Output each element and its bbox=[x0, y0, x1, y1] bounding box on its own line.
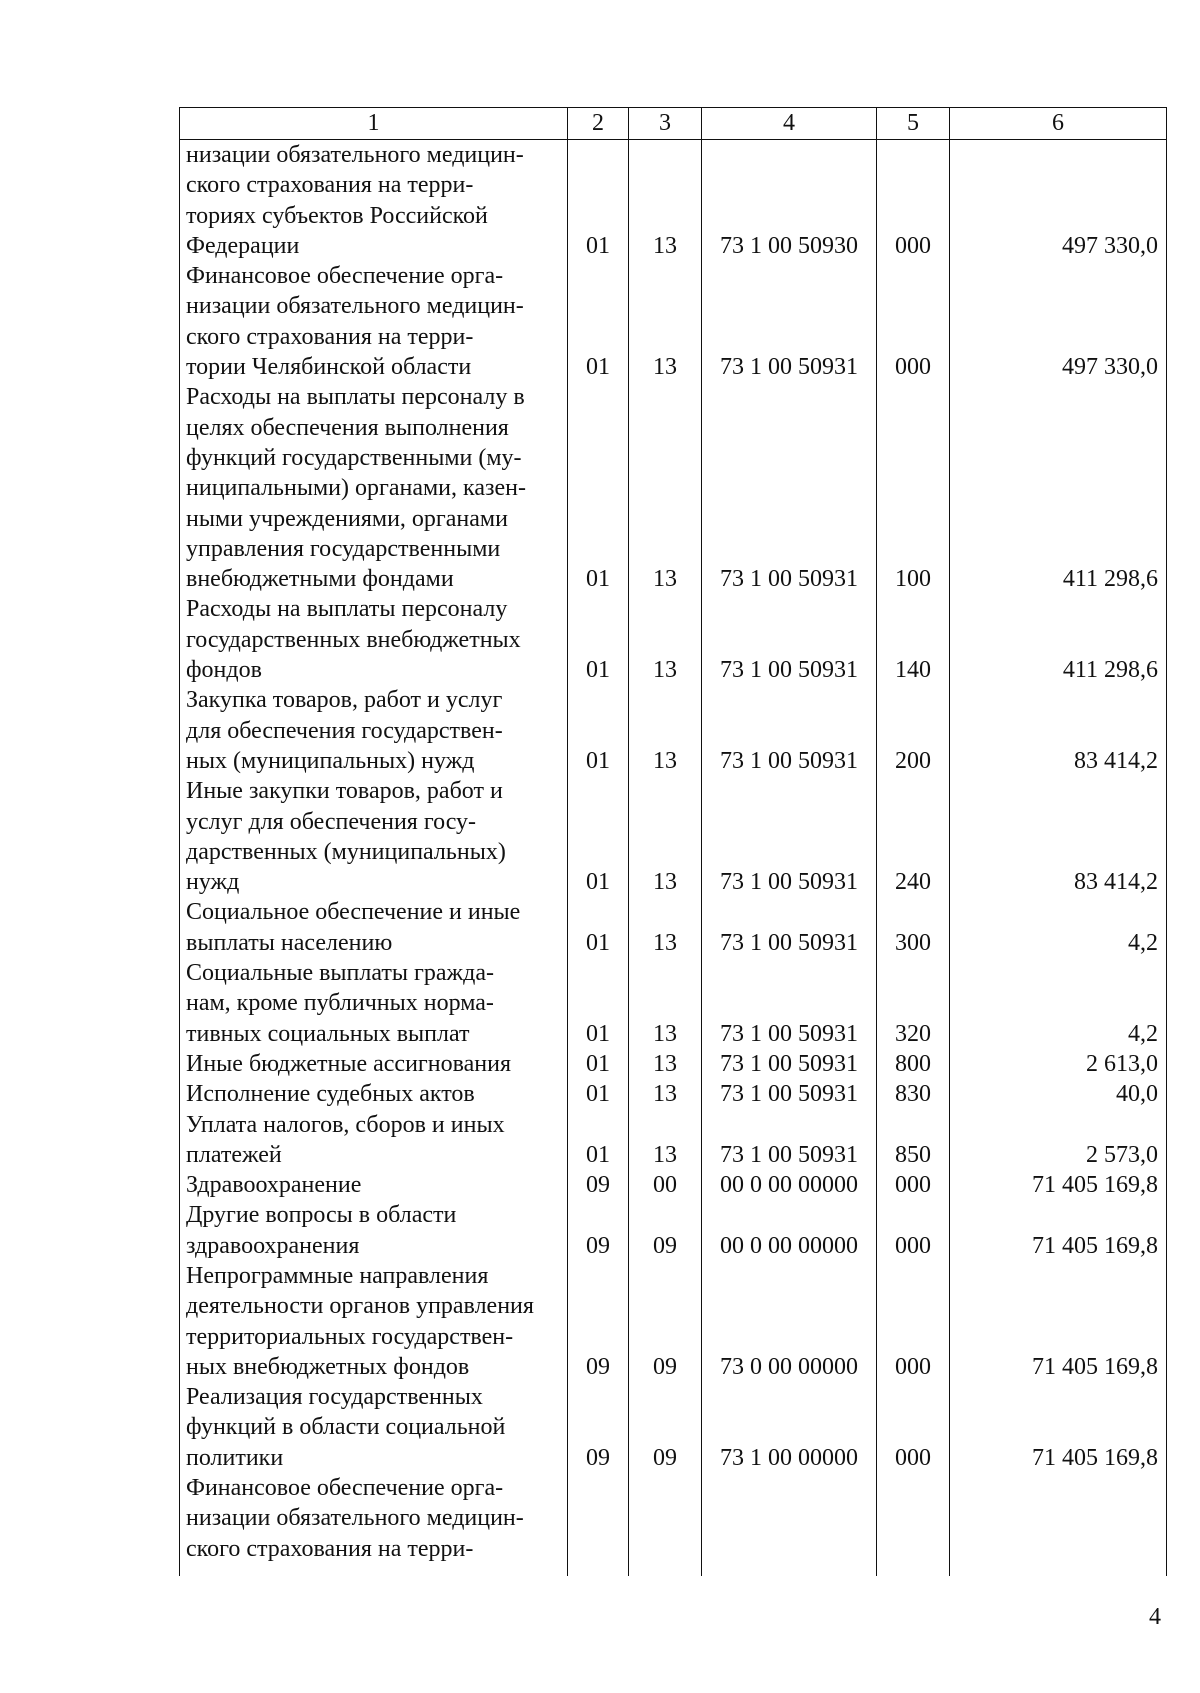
continuation-cell bbox=[180, 1564, 568, 1576]
row-name: Здравоохранение bbox=[180, 1170, 568, 1200]
row-vr: 240 bbox=[877, 776, 950, 897]
row-amount bbox=[950, 1473, 1167, 1564]
table-row bbox=[180, 1473, 1167, 1564]
row-csr: 73 1 00 50931 bbox=[702, 382, 877, 594]
row-podrazdel: 13 bbox=[629, 1079, 702, 1109]
table-row bbox=[180, 1079, 1167, 1109]
row-razdel: 01 bbox=[568, 594, 629, 685]
row-amount: 2 613,0 bbox=[950, 1049, 1167, 1079]
row-podrazdel: 13 bbox=[629, 685, 702, 776]
row-vr: 140 bbox=[877, 594, 950, 685]
row-vr: 800 bbox=[877, 1049, 950, 1079]
row-podrazdel: 09 bbox=[629, 1382, 702, 1473]
row-podrazdel: 13 bbox=[629, 958, 702, 1049]
table-row bbox=[180, 1110, 1167, 1171]
row-razdel: 09 bbox=[568, 1382, 629, 1473]
row-amount: 71 405 169,8 bbox=[950, 1382, 1167, 1473]
row-amount: 4,2 bbox=[950, 958, 1167, 1049]
row-vr bbox=[877, 1473, 950, 1564]
row-podrazdel: 09 bbox=[629, 1261, 702, 1382]
row-vr: 000 bbox=[877, 1170, 950, 1200]
row-name: Непрограммные направления деятельности органов управления территориальных государствен- ных внебюджетных фондов bbox=[180, 1261, 568, 1382]
table-row bbox=[180, 1170, 1167, 1200]
table-row bbox=[180, 261, 1167, 382]
table-row bbox=[180, 1261, 1167, 1382]
row-amount: 497 330,0 bbox=[950, 261, 1167, 382]
row-csr: 73 1 00 50931 bbox=[702, 1110, 877, 1171]
table-row bbox=[180, 140, 1167, 262]
row-name: Иные бюджетные ассигнования bbox=[180, 1049, 568, 1079]
row-csr: 73 0 00 00000 bbox=[702, 1261, 877, 1382]
row-name: Иные закупки товаров, работ и услуг для обеспечения госу- дарственных (муниципальных) нужд bbox=[180, 776, 568, 897]
continuation-cell bbox=[568, 1564, 629, 1576]
row-razdel: 01 bbox=[568, 776, 629, 897]
row-podrazdel: 13 bbox=[629, 1110, 702, 1171]
row-amount: 71 405 169,8 bbox=[950, 1261, 1167, 1382]
header-row bbox=[180, 108, 1167, 140]
row-amount: 411 298,6 bbox=[950, 382, 1167, 594]
row-name: низации обязательного медицин- ского страхования на терри- ториях субъектов Российской Федерации bbox=[180, 140, 568, 262]
table-row bbox=[180, 897, 1167, 958]
row-amount: 83 414,2 bbox=[950, 685, 1167, 776]
row-razdel: 01 bbox=[568, 140, 629, 262]
header-col-3: 3 bbox=[629, 108, 702, 140]
row-name: Расходы на выплаты персоналу в целях обеспечения выполнения функций государственными (му- ниципальными) органами, казен- ными учреждениями, органами управления государственными внебюджетными фондами bbox=[180, 382, 568, 594]
row-amount: 83 414,2 bbox=[950, 776, 1167, 897]
row-podrazdel bbox=[629, 1473, 702, 1564]
row-csr: 73 1 00 50931 bbox=[702, 958, 877, 1049]
row-csr: 73 1 00 50931 bbox=[702, 1049, 877, 1079]
row-razdel: 09 bbox=[568, 1200, 629, 1261]
row-razdel: 01 bbox=[568, 382, 629, 594]
row-amount: 411 298,6 bbox=[950, 594, 1167, 685]
table-body bbox=[180, 140, 1167, 1576]
row-razdel: 09 bbox=[568, 1170, 629, 1200]
row-vr: 000 bbox=[877, 1261, 950, 1382]
row-razdel: 01 bbox=[568, 1049, 629, 1079]
row-podrazdel: 09 bbox=[629, 1200, 702, 1261]
table-row bbox=[180, 776, 1167, 897]
row-vr: 300 bbox=[877, 897, 950, 958]
table-row bbox=[180, 685, 1167, 776]
row-amount: 2 573,0 bbox=[950, 1110, 1167, 1171]
row-csr: 73 1 00 50931 bbox=[702, 776, 877, 897]
table-continuation-row bbox=[180, 1564, 1167, 1576]
row-razdel: 01 bbox=[568, 261, 629, 382]
row-csr: 00 0 00 00000 bbox=[702, 1200, 877, 1261]
row-podrazdel: 13 bbox=[629, 382, 702, 594]
row-vr: 100 bbox=[877, 382, 950, 594]
row-name: Закупка товаров, работ и услуг для обеспечения государствен- ных (муниципальных) нужд bbox=[180, 685, 568, 776]
row-name: Уплата налогов, сборов и иных платежей bbox=[180, 1110, 568, 1171]
table-row bbox=[180, 958, 1167, 1049]
row-razdel bbox=[568, 1473, 629, 1564]
row-name: Социальное обеспечение и иные выплаты населению bbox=[180, 897, 568, 958]
row-amount: 40,0 bbox=[950, 1079, 1167, 1109]
row-name: Другие вопросы в области здравоохранения bbox=[180, 1200, 568, 1261]
row-podrazdel: 13 bbox=[629, 261, 702, 382]
row-vr: 000 bbox=[877, 1200, 950, 1261]
row-razdel: 01 bbox=[568, 1079, 629, 1109]
row-name: Исполнение судебных актов bbox=[180, 1079, 568, 1109]
header-col-6: 6 bbox=[950, 108, 1167, 140]
row-csr bbox=[702, 1473, 877, 1564]
continuation-cell bbox=[629, 1564, 702, 1576]
row-csr: 73 1 00 50931 bbox=[702, 685, 877, 776]
row-csr: 00 0 00 00000 bbox=[702, 1170, 877, 1200]
row-razdel: 09 bbox=[568, 1261, 629, 1382]
row-csr: 73 1 00 50931 bbox=[702, 897, 877, 958]
row-razdel: 01 bbox=[568, 1110, 629, 1171]
header-col-4: 4 bbox=[702, 108, 877, 140]
row-razdel: 01 bbox=[568, 897, 629, 958]
header-col-1: 1 bbox=[180, 108, 568, 140]
page-number: 4 bbox=[1149, 1604, 1161, 1630]
row-csr: 73 1 00 50931 bbox=[702, 261, 877, 382]
row-csr: 73 1 00 50930 bbox=[702, 140, 877, 262]
row-podrazdel: 13 bbox=[629, 594, 702, 685]
row-podrazdel: 13 bbox=[629, 776, 702, 897]
row-amount: 71 405 169,8 bbox=[950, 1170, 1167, 1200]
row-amount: 497 330,0 bbox=[950, 140, 1167, 262]
row-vr: 830 bbox=[877, 1079, 950, 1109]
row-amount: 4,2 bbox=[950, 897, 1167, 958]
table-row bbox=[180, 1382, 1167, 1473]
row-vr: 000 bbox=[877, 140, 950, 262]
table-row bbox=[180, 594, 1167, 685]
row-vr: 200 bbox=[877, 685, 950, 776]
row-csr: 73 1 00 50931 bbox=[702, 594, 877, 685]
row-podrazdel: 13 bbox=[629, 897, 702, 958]
table-header bbox=[180, 108, 1167, 140]
table-row bbox=[180, 382, 1167, 594]
row-amount: 71 405 169,8 bbox=[950, 1200, 1167, 1261]
continuation-cell bbox=[950, 1564, 1167, 1576]
header-col-2: 2 bbox=[568, 108, 629, 140]
row-razdel: 01 bbox=[568, 685, 629, 776]
row-razdel: 01 bbox=[568, 958, 629, 1049]
row-vr: 000 bbox=[877, 261, 950, 382]
continuation-cell bbox=[702, 1564, 877, 1576]
row-name: Финансовое обеспечение орга- низации обязательного медицин- ского страхования на терри- тории Челябинской области bbox=[180, 261, 568, 382]
row-name: Социальные выплаты гражда- нам, кроме публичных норма- тивных социальных выплат bbox=[180, 958, 568, 1049]
row-podrazdel: 13 bbox=[629, 140, 702, 262]
row-vr: 000 bbox=[877, 1382, 950, 1473]
row-name: Реализация государственных функций в области социальной политики bbox=[180, 1382, 568, 1473]
row-podrazdel: 00 bbox=[629, 1170, 702, 1200]
row-vr: 320 bbox=[877, 958, 950, 1049]
row-csr: 73 1 00 50931 bbox=[702, 1079, 877, 1109]
row-csr: 73 1 00 00000 bbox=[702, 1382, 877, 1473]
budget-table bbox=[179, 107, 1167, 1576]
header-col-5: 5 bbox=[877, 108, 950, 140]
row-podrazdel: 13 bbox=[629, 1049, 702, 1079]
row-name: Финансовое обеспечение орга- низации обязательного медицин- ского страхования на терри- bbox=[180, 1473, 568, 1564]
row-vr: 850 bbox=[877, 1110, 950, 1171]
table-row bbox=[180, 1200, 1167, 1261]
continuation-cell bbox=[877, 1564, 950, 1576]
table-row bbox=[180, 1049, 1167, 1079]
row-name: Расходы на выплаты персоналу государственных внебюджетных фондов bbox=[180, 594, 568, 685]
